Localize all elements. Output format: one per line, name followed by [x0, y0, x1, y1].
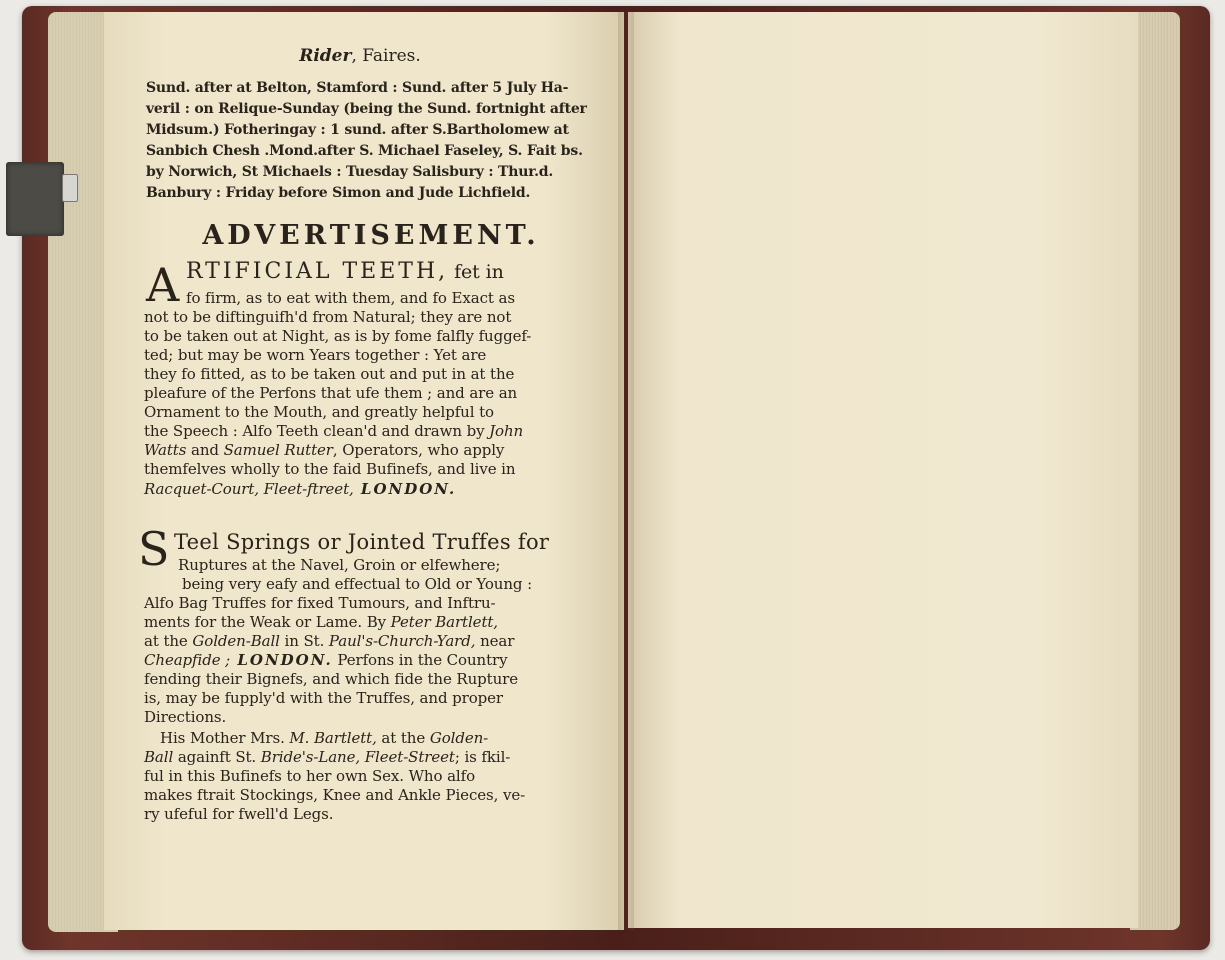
teeth-line: fo firm, as to eat with them, and fo Exact as [186, 289, 515, 307]
trusses-ball-line [144, 748, 510, 766]
teeth-name1b: Watts [144, 441, 187, 459]
teeth-line: to be taken out at Night, as is by fome falfly fuggef- [144, 327, 532, 345]
trusses-ball2-end: ; is fkil- [454, 748, 511, 766]
right-page-content [660, 60, 1100, 80]
trusses-mother-sign: Golden- [429, 729, 489, 747]
trusses-london: LONDON. [230, 651, 333, 669]
teeth-operators: , Operators, who apply [332, 441, 505, 459]
fair-line: by Norwich, St Michaels : Tuesday Salisbury : Thur.d. [146, 164, 554, 180]
page-header [130, 46, 590, 66]
teeth-address-line [144, 480, 456, 498]
teeth-line: they fo fitted, as to be taken out and put in at the [144, 365, 515, 383]
teeth-line-text: the Speech : Alfo Teeth clean'd and drawn by [144, 422, 485, 440]
teeth-place: Racquet-Court, Fleet-ftreet, [144, 480, 354, 498]
header-italic: Rider [299, 46, 352, 66]
trusses-line: Directions. [144, 708, 227, 726]
trusses-ball2: Ball [144, 748, 174, 766]
trusses-line: Alfo Bag Truffes for fixed Tumours, and Inftru- [144, 594, 496, 612]
fair-line: veril : on Relique-Sunday (being the Sund. fortnight after [146, 101, 587, 117]
trusses-mother-pre: His Mother Mrs. [160, 729, 285, 747]
right-page [628, 12, 1138, 928]
clasp-tab-icon [62, 174, 78, 202]
teeth-line-name [144, 422, 523, 440]
teeth-line: themfelves wholly to the faid Bufinefs, and live in [144, 460, 516, 478]
header-rest: , Faires. [351, 46, 421, 66]
trusses-line: makes ftrait Stockings, Knee and Ankle Pieces, ve- [144, 786, 526, 804]
trusses-mother-mid: at the [376, 729, 426, 747]
book-gutter [618, 12, 634, 930]
trusses-line: fending their Bignefs, and which fide the Rupture [144, 670, 518, 688]
teeth-and: and [186, 441, 224, 459]
teeth-first-rest: fet in [448, 261, 504, 283]
trusses-line: ful in this Bufinefs to her own Sex. Who alfo [144, 767, 475, 785]
trusses-at-place: Paul's-Church-Yard, [328, 632, 476, 650]
trusses-at-end: near [475, 632, 515, 650]
trusses-mother-name: M. Bartlett, [289, 729, 377, 747]
trusses-at-line [144, 632, 514, 650]
teeth-line: ted; but may be worn Years together : Yet are [144, 346, 487, 364]
teeth-line: Ornament to the Mouth, and greatly helpful to [144, 403, 494, 421]
trusses-line: Ruptures at the Navel, Groin or elfewhere; [178, 556, 501, 574]
teeth-name1: John [489, 422, 524, 440]
trusses-cheapside-rest: Perfons in the Country [332, 651, 508, 669]
teeth-dropcap: A [146, 258, 180, 312]
trusses-dropcap: S [138, 522, 170, 576]
fair-line: Sund. after at Belton, Stamford : Sund. after 5 July Ha- [146, 80, 569, 96]
trusses-heading: Teel Springs or Jointed Truffes for [174, 530, 550, 554]
teeth-name2: Samuel Rutter [223, 441, 333, 459]
teeth-first-line [186, 259, 504, 284]
trusses-by-line [144, 613, 498, 631]
trusses-mother-line [160, 729, 488, 747]
advertisement-title: ADVERTISEMENT. [202, 220, 540, 251]
trusses-at-sign: Golden-Ball [192, 632, 280, 650]
teeth-caps: RTIFICIAL TEETH, [186, 259, 449, 284]
trusses-by: ments for the Weak or Lame. By [144, 613, 386, 631]
teeth-london: LONDON. [353, 480, 457, 498]
trusses-line: ry ufeful for fwell'd Legs. [144, 805, 334, 823]
trusses-at-pre: at the [144, 632, 188, 650]
trusses-brides: Bride's-Lane, Fleet-Street [260, 748, 455, 766]
fair-line: Sanbich Chesh .Mond.after S. Michael Faseley, S. Fait bs. [146, 143, 583, 159]
teeth-line: not to be diftinguifh'd from Natural; they are not [144, 308, 512, 326]
fair-line: Midsum.) Fotheringay : 1 sund. after S.Bartholomew at [146, 122, 569, 138]
trusses-at-mid: in St. [279, 632, 325, 650]
trusses-cheapside: Cheapfide ; [144, 651, 231, 669]
fair-line: Banbury : Friday before Simon and Jude Lichfield. [146, 185, 531, 201]
trusses-line: being very eafy and effectual to Old or Young : [182, 575, 533, 593]
clasp-icon [6, 162, 64, 236]
trusses-line: is, may be fupply'd with the Truffes, and proper [144, 689, 503, 707]
trusses-cheapside-line [144, 651, 507, 669]
teeth-line: pleafure of the Perfons that ufe them ; and are an [144, 384, 518, 402]
trusses-by-name: Peter Bartlett, [390, 613, 498, 631]
trusses-ball2-mid: againft St. [173, 748, 257, 766]
teeth-operators-line [144, 441, 504, 459]
